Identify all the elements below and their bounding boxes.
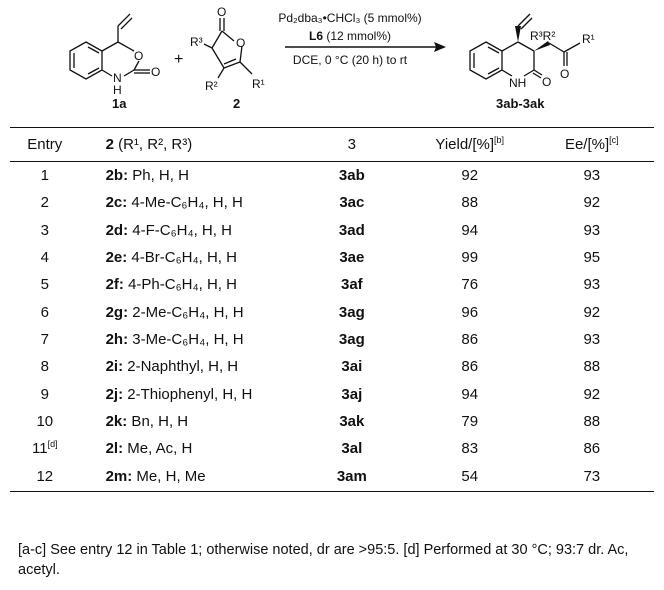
cell-product: 3ad [338, 221, 365, 239]
cell-product: 3ab [338, 167, 365, 185]
cell-ee: 93 [583, 276, 601, 294]
cell-ee: 93 [583, 221, 601, 239]
cell-substrate: 2e: 4-Br-C₆H₄, H, H [105, 249, 237, 267]
cell-yield: 86 [461, 358, 479, 376]
cell-substrate: 2g: 2-Me-C₆H₄, H, H [105, 303, 244, 321]
cell-entry: 4 [40, 249, 49, 267]
cell-substrate: 2c: 4-Me-C₆H₄, H, H [105, 194, 243, 212]
table-row [10, 189, 654, 216]
table-row [10, 380, 654, 407]
cell-substrate: 2i: 2-Naphthyl, H, H [105, 358, 239, 376]
conditions-text: DCE, 0 °C (20 h) to rt [292, 53, 408, 67]
atom-o-ring: O [134, 49, 144, 63]
label-r2: R² [205, 79, 218, 93]
product-atom-o-amide: O [542, 75, 552, 89]
product-atom-o-ketone: O [560, 67, 570, 81]
cell-ee: 93 [583, 167, 601, 185]
cell-yield: 76 [461, 276, 479, 294]
table-row [10, 162, 654, 190]
table-header-row [10, 128, 654, 162]
cell-yield: 86 [461, 330, 479, 348]
cell-yield: 79 [461, 412, 479, 430]
atom-h: H [113, 83, 122, 97]
cell-product: 3ae [339, 249, 365, 267]
cell-ee: 86 [583, 440, 601, 458]
cell-ee: 95 [583, 249, 601, 267]
product-structure [470, 14, 595, 90]
cell-product: 3ai [341, 358, 363, 376]
product-label-r3r2: R³R² [530, 29, 556, 43]
cell-yield: 99 [461, 249, 479, 267]
cell-substrate: 2m: Me, H, Me [80, 462, 294, 492]
cell-substrate: 2d: 4-F-C₆H₄, H, H [105, 221, 232, 239]
cell-entry: 8 [40, 358, 49, 376]
cell-entry: 5 [40, 276, 49, 294]
cell-substrate: 2k: Bn, H, H [105, 412, 189, 430]
atom-o-carbonyl: O [151, 65, 161, 79]
header-substrate: 2 (R¹, R², R³) [80, 128, 294, 162]
cell-entry: 7 [40, 330, 49, 348]
reactant-1a-label: 1a [112, 96, 127, 111]
cell-ee: 92 [583, 385, 601, 403]
table-row [10, 244, 654, 271]
cell-entry: 6 [40, 303, 49, 321]
atom-o-ring-2: O [236, 36, 246, 50]
label-r1: R¹ [252, 77, 265, 91]
table-row [10, 462, 654, 492]
cell-product: 3am [294, 462, 410, 492]
cell-ee: 88 [583, 412, 601, 430]
cell-product: 3ag [338, 330, 365, 348]
catalyst-text: Pd₂dba₃•CHCl₃ (5 mmol%) [278, 11, 422, 25]
cell-substrate: 2j: 2-Thiophenyl, H, H [105, 385, 253, 403]
cell-yield: 54 [410, 462, 530, 492]
cell-product: 3al [341, 440, 363, 458]
cell-entry: 1 [40, 167, 49, 185]
results-table [10, 127, 654, 492]
cell-entry: 10 [36, 412, 54, 430]
cell-substrate: 2b: Ph, H, H [105, 167, 189, 185]
cell-yield: 94 [461, 221, 479, 239]
cell-ee: 93 [583, 330, 601, 348]
table-row [10, 435, 654, 462]
cell-substrate: 2l: Me, Ac, H [105, 440, 193, 458]
atom-n: N [113, 71, 122, 85]
cell-yield: 96 [461, 303, 479, 321]
cell-product: 3aj [341, 385, 363, 403]
product-label-r1: R¹ [582, 32, 595, 46]
cell-ee: 73 [530, 462, 654, 492]
cell-product: 3ak [339, 412, 365, 430]
cell-ee: 88 [583, 358, 601, 376]
table-row [10, 298, 654, 325]
cell-yield: 94 [461, 385, 479, 403]
cell-ee: 92 [583, 194, 601, 212]
cell-entry: 11[d] [31, 439, 58, 458]
ligand-text: L6 (12 mmol%) [308, 29, 392, 43]
cell-product: 3ag [338, 303, 365, 321]
reactant-2-label: 2 [233, 96, 241, 111]
cell-product: 3af [341, 276, 363, 294]
plus-sign: + [174, 51, 184, 68]
table-row [10, 326, 654, 353]
cell-entry: 2 [40, 194, 49, 212]
cell-entry: 12 [10, 462, 80, 492]
cell-product: 3ac [339, 194, 365, 212]
table-footnote: [a-c] See entry 12 in Table 1; otherwise noted, dr are >95:5. [d] Performed at 30 °C; 93:7 dr. Ac, acetyl. [18, 542, 629, 578]
atom-o-carbonyl-2: O [217, 5, 227, 19]
reaction-scheme [0, 0, 664, 125]
reactant-1a-structure [70, 14, 160, 97]
header-entry: Entry [10, 128, 80, 162]
table-row [10, 408, 654, 435]
cell-substrate: 2f: 4-Ph-C₆H₄, H, H [105, 276, 237, 294]
table-row [10, 353, 654, 380]
cell-ee: 92 [583, 303, 601, 321]
header-product: 3 [294, 128, 410, 162]
header-ee: Ee/[%][c] [530, 128, 654, 162]
cell-substrate: 2h: 3-Me-C₆H₄, H, H [105, 330, 244, 348]
product-atom-nh: NH [509, 76, 527, 90]
cell-yield: 88 [461, 194, 479, 212]
label-r3: R³ [190, 35, 203, 49]
table-row [10, 271, 654, 298]
reactant-2-structure [190, 5, 265, 93]
header-yield: Yield/[%][b] [410, 128, 530, 162]
cell-yield: 92 [461, 167, 479, 185]
cell-entry: 3 [40, 221, 49, 239]
cell-entry: 9 [40, 385, 49, 403]
cell-yield: 83 [461, 440, 479, 458]
product-label: 3ab-3ak [496, 96, 545, 111]
table-row [10, 217, 654, 244]
